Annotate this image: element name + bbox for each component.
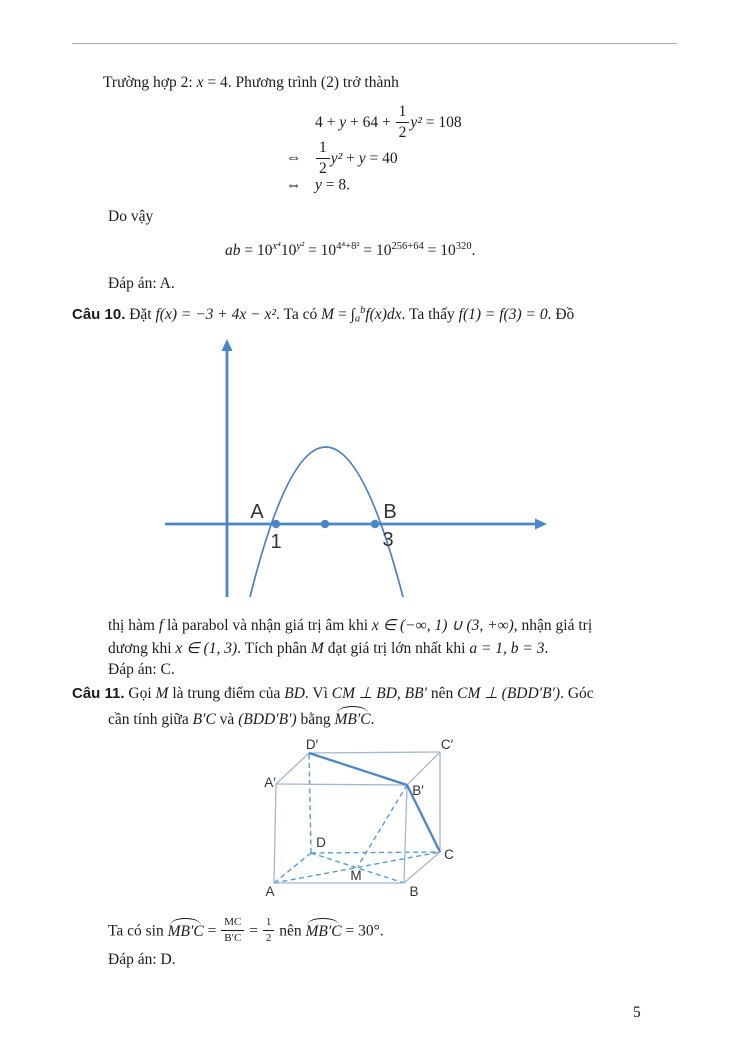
edge-d-c: [311, 852, 440, 853]
label-a: A: [250, 501, 264, 523]
prism-hidden-edges: [274, 753, 440, 883]
q10-line3: dương khi x ∈ (1, 3). Tích phân M đạt giá trị lớn nhất khi a = 1, b = 3.: [108, 640, 549, 657]
tick-label-3: 3: [382, 529, 394, 551]
edge-a-aprime: [274, 784, 276, 883]
q10-line1: Đặt f(x) = −3 + 4x − x². Ta có $M = \int_a^bf(x)dx$. Ta thấy f(1) = f(3) = 0. Đồ: [129, 305, 575, 325]
vertex-label-cprime: C′: [440, 737, 454, 752]
equation-row-3: [286, 175, 350, 194]
edge-d-dprime: [309, 753, 311, 853]
segment-bprime-m: [358, 785, 407, 866]
midpoint-dot: [321, 520, 329, 528]
q11-result: Ta có sin MB′C = $\frac{MC}{B'C}$ = $\frac{1}{2}$ nên MB′C = 30°.: [108, 916, 384, 944]
root-dot-3: [371, 520, 379, 528]
page-number: 5: [633, 1004, 641, 1021]
question-10-heading: [72, 305, 574, 325]
prism-accent-edges: [309, 753, 440, 852]
dovay-text: Do vậy: [108, 208, 154, 225]
equation-body: y = 8.: [315, 176, 351, 194]
vertex-label-d: D: [316, 835, 326, 850]
tick-label-1: 1: [270, 531, 282, 553]
x-axis-arrow-icon: [535, 519, 547, 530]
equation-row-2: [286, 140, 398, 176]
edge-aprime-bprime: [276, 784, 407, 785]
edge-d-a: [274, 853, 311, 883]
vertex-label-a: A: [265, 884, 275, 899]
q10-label: Câu 10.: [72, 306, 126, 323]
edge-b-c: [404, 852, 440, 883]
vertex-label-m: M: [350, 868, 362, 883]
prism-figure: [255, 733, 475, 908]
vertex-label-aprime: A′: [264, 775, 276, 790]
top-rule: [72, 43, 677, 44]
answer-q9: Đáp án: A.: [108, 275, 175, 292]
q11-label: Câu 11.: [72, 685, 125, 702]
edge-b-bprime: [404, 785, 407, 883]
y-axis-arrow-icon: [222, 339, 233, 351]
q11-line2: cần tính giữa B′C và (BDD′B′) bằng MB′C.: [108, 711, 375, 728]
edge-aprime-dprime: [276, 753, 309, 784]
vertex-label-b: B: [409, 884, 419, 899]
equation-op: ⇔: [286, 149, 302, 167]
vertex-label-bprime: B′: [412, 783, 424, 798]
equation-row-1: [286, 104, 462, 140]
equation-body: $\frac{1}{2}$ y² + y = 40: [315, 140, 398, 176]
label-b: B: [383, 501, 397, 523]
question-11-heading: [72, 684, 594, 704]
q11-line1: Gọi M là trung điểm của BD. Vì CM ⊥ BD, BB′ nên CM ⊥ (BDD′B′). Góc: [128, 685, 594, 702]
edge-bprime-cprime: [407, 752, 440, 785]
equation-body: 4 + y + 64 + $\frac{1}{2}$ y² = 108: [315, 103, 462, 141]
root-dot-1: [272, 520, 280, 528]
parabola-graph: [160, 335, 555, 605]
edge-dprime-cprime: [309, 752, 440, 753]
segment-dprime-bprime: [309, 753, 407, 785]
vertex-label-c: C: [444, 847, 454, 862]
prism-visible-edges: [274, 752, 440, 883]
q10-line2: thị hàm f là parabol và nhận giá trị âm khi x ∈ (−∞, 1) ∪ (3, +∞), nhận giá trị: [108, 617, 593, 634]
answer-q11: Đáp án: D.: [108, 951, 176, 968]
answer-q10: Đáp án: C.: [108, 661, 175, 678]
equation-op: ⇔: [286, 176, 302, 194]
vertex-label-dprime: D′: [305, 737, 319, 752]
ab-equation: ab = $10^{x^4}10^{y^2} = 10^{4^4+8^2} = 10^{256+64} = 10^{320}$.: [225, 241, 476, 259]
case2-intro: Trường hợp 2: x = 4. Phương trình (2) trở thành: [103, 74, 399, 91]
